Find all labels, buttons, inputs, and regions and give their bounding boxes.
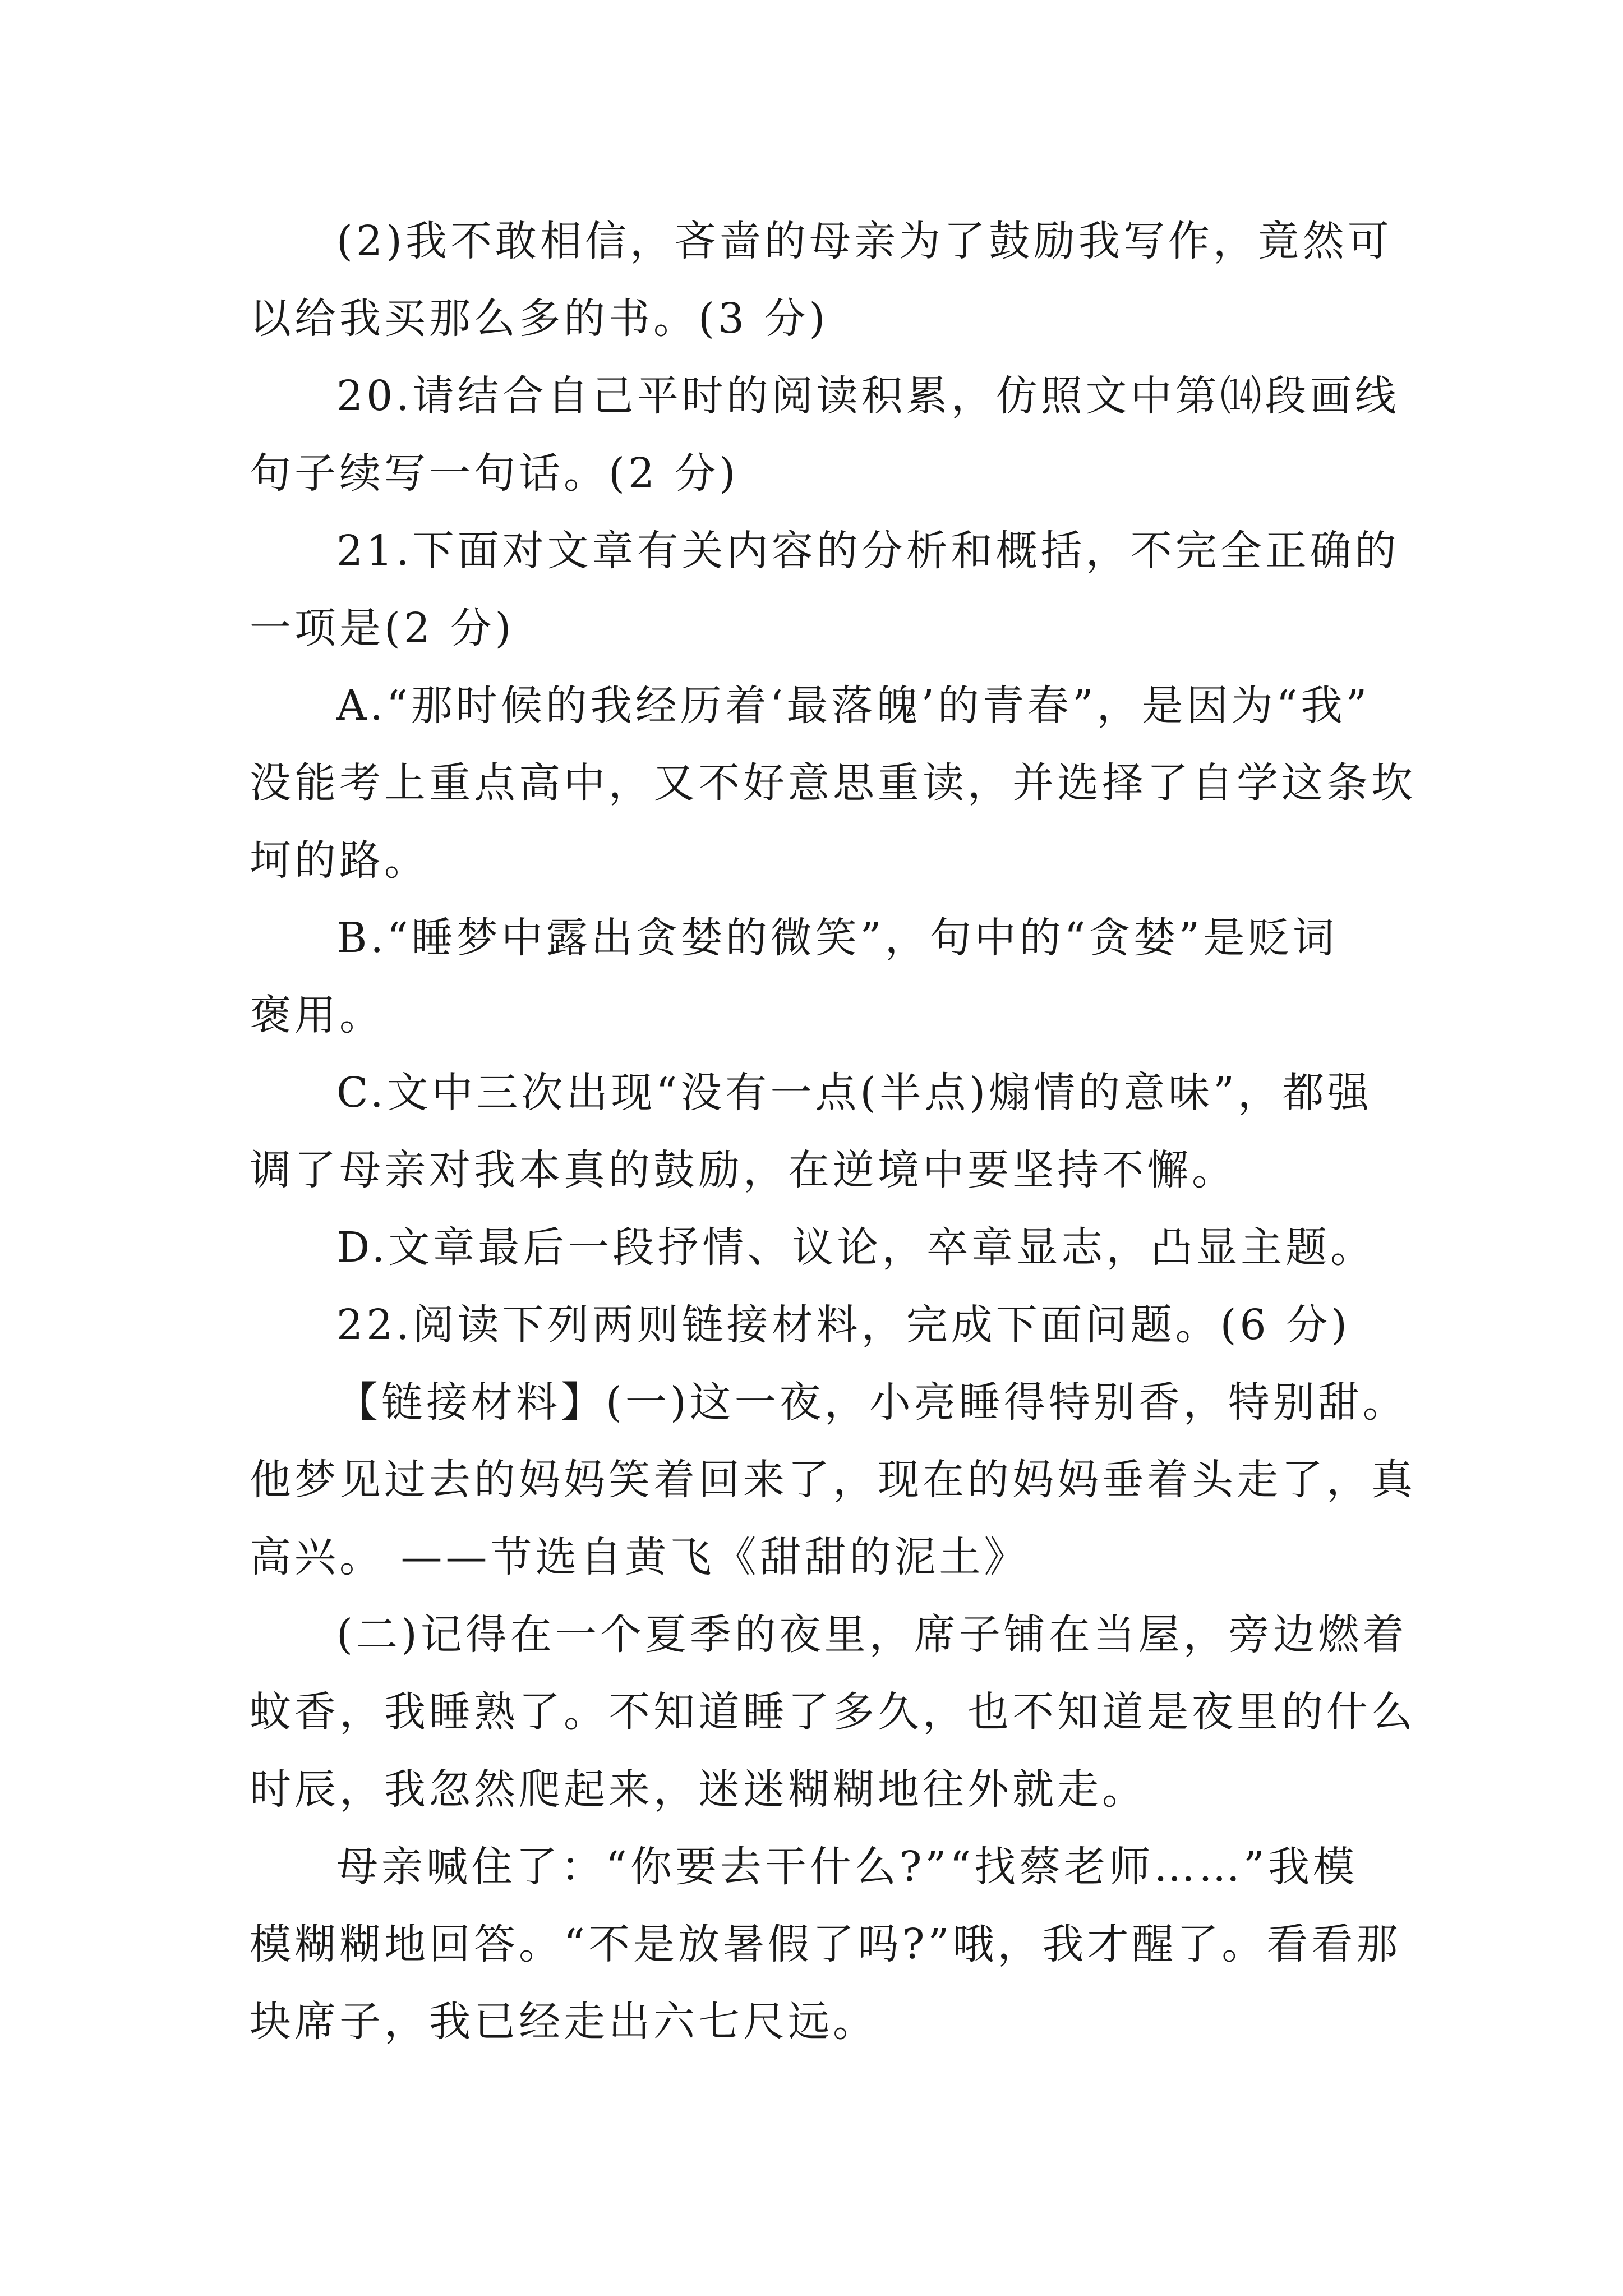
text-line: 母亲喊住了：“你要去干什么?”“找蔡老师……”我模 xyxy=(336,1843,1358,1891)
text-line: (2)我不敢相信，吝啬的母亲为了鼓励我写作，竟然可 xyxy=(336,217,1393,265)
text-line: 时辰，我忽然爬起来，迷迷糊糊地往外就走。 xyxy=(250,1765,1147,1814)
text-line: 模糊糊地回答。“不是放暑假了吗?”哦，我才醒了。看看那 xyxy=(250,1920,1401,1968)
text-line: 高兴。 ——节选自黄飞《甜甜的泥土》 xyxy=(250,1533,1029,1581)
text-line: C.文中三次出现“没有一点(半点)煽情的意味”，都强 xyxy=(336,1069,1372,1117)
text-line: 20.请结合自己平时的阅读积累，仿照文中第⒁段画线 xyxy=(336,372,1400,420)
text-line: 坷的路。 xyxy=(250,836,429,885)
text-line: 21.下面对文章有关内容的分析和概括，不完全正确的 xyxy=(336,527,1400,575)
text-line: 褒用。 xyxy=(250,991,384,1039)
text-line: 以给我买那么多的书。(3 分) xyxy=(250,295,829,343)
text-line: D.文章最后一段抒情、议论，卒章显志，凸显主题。 xyxy=(336,1223,1376,1272)
text-line: A.“那时候的我经历着‘最落魄’的青春”，是因为“我” xyxy=(336,682,1371,730)
text-line: 22.阅读下列两则链接材料，完成下面问题。(6 分) xyxy=(336,1301,1351,1349)
text-line: 一项是(2 分) xyxy=(250,604,515,652)
text-line: 【链接材料】(一)这一夜，小亮睡得特别香，特别甜。 xyxy=(336,1378,1408,1427)
text-line: B.“睡梦中露出贪婪的微笑”，句中的“贪婪”是贬词 xyxy=(336,914,1338,962)
text-line: 调了母亲对我本真的鼓励，在逆境中要坚持不懈。 xyxy=(250,1146,1237,1194)
text-line: 蚊香，我睡熟了。不知道睡了多久，也不知道是夜里的什么 xyxy=(250,1688,1416,1736)
text-line: 块席子，我已经走出六七尺远。 xyxy=(250,1998,878,2046)
text-line: 句子续写一句话。(2 分) xyxy=(250,449,739,498)
text-line: (二)记得在一个夏季的夜里，席子铺在当屋，旁边燃着 xyxy=(336,1611,1408,1659)
text-line: 他梦见过去的妈妈笑着回来了，现在的妈妈垂着头走了，真 xyxy=(250,1456,1416,1504)
text-line: 没能考上重点高中，又不好意思重读，并选择了自学这条坎 xyxy=(250,759,1416,807)
